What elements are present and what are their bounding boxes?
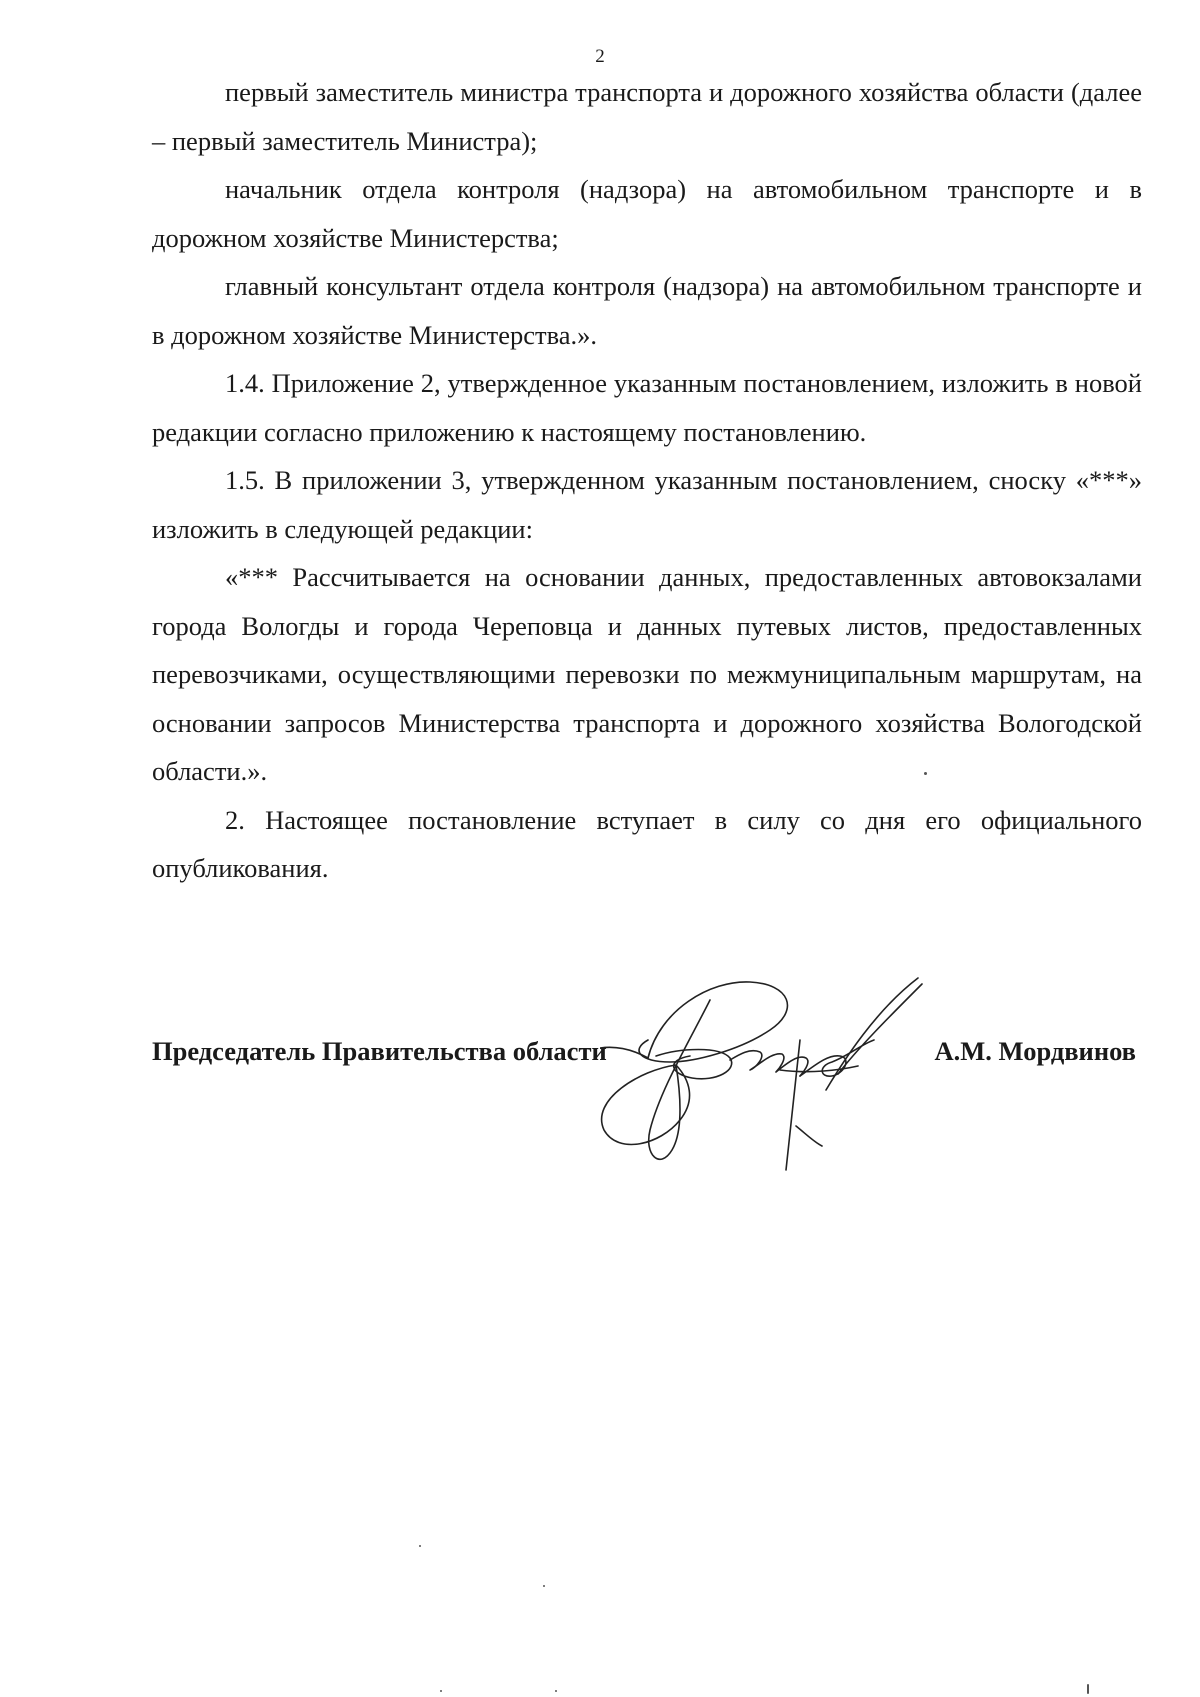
paragraph-first-deputy: первый заместитель министра транспорта и дорожного хозяйства области (далее – первый заместитель Министра); — [152, 77, 1142, 156]
scan-speck — [543, 1585, 545, 1587]
scan-speck — [440, 1690, 442, 1692]
scan-speck — [924, 772, 927, 775]
signatory-name: А.М. Мордвинов — [934, 1036, 1136, 1066]
scan-speck — [555, 1690, 557, 1692]
paragraph-item-1-5: 1.5. В приложении 3, утвержденном указанным постановлением, сноску «***» изложить в следующей редакции: — [152, 465, 1142, 544]
paragraph-department-head: начальник отдела контроля (надзора) на автомобильном транспорте и в дорожном хозяйстве Министерства; — [152, 174, 1142, 253]
paragraph-item-1-4: 1.4. Приложение 2, утвержденное указанным постановлением, изложить в новой редакции согласно приложению к настоящему постановлению. — [152, 368, 1142, 447]
handwritten-signature — [600, 970, 960, 1180]
page-number: 2 — [595, 46, 605, 67]
scan-speck — [1087, 1684, 1089, 1694]
scan-speck — [419, 1545, 421, 1547]
signatory-title: Председатель Правительства области — [152, 1036, 607, 1066]
paragraph-item-2: 2. Настоящее постановление вступает в силу со дня его официального опубликования. — [152, 804, 1142, 883]
paragraph-chief-consultant: главный консультант отдела контроля (надзора) на автомобильном транспорте и в дорожном хозяйстве Министерства.». — [152, 271, 1142, 350]
paragraph-footnote-text: «*** Рассчитывается на основании данных, предоставленных автовокзалами города Вологды и города Череповца и данных путевых листов, предоставленных перевозчиками, осуществляющими перевозки по межмуниципальным маршрутам, на основании запросов Министерства транспорта и дорожного хозяйства Вологодской области.». — [152, 562, 1142, 786]
document-body — [152, 68, 1142, 893]
